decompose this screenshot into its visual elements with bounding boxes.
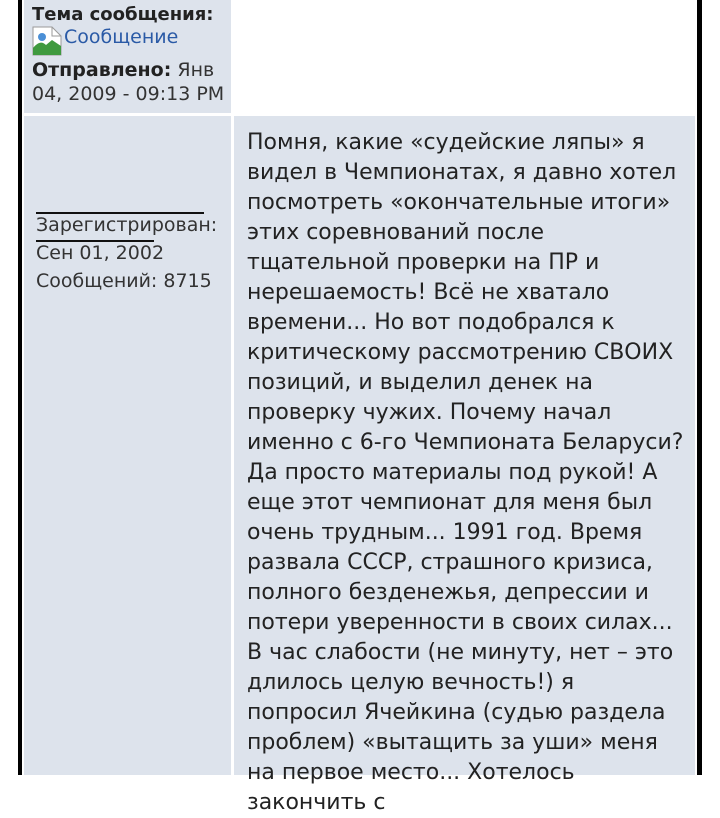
posts-count: 8715: [163, 270, 212, 292]
post-table: [22, 0, 697, 815]
post-body-cell: [234, 116, 695, 815]
sent-date: Янв 04, 2009 - 09:13 PM: [32, 59, 225, 105]
subject-link[interactable]: Сообщение: [64, 26, 179, 48]
registered-date: Сен 01, 2002: [36, 242, 165, 264]
posts-label: Сообщений:: [36, 270, 158, 292]
subject-row: [32, 26, 227, 58]
subject-label: Тема сообщения:: [32, 4, 214, 25]
post-table-frame: [18, 0, 702, 815]
sent-label: Отправлено:: [32, 59, 172, 81]
sent-info: [32, 58, 232, 106]
post-header-meta: [24, 0, 231, 113]
broken-image-icon: [32, 26, 62, 56]
post-message-text: Помня, какие «судейские ляпы» я видел в Чемпионатах, я давно хотел посмотреть «окончательные итоги» этих соревнований после тщательной проверки на ПР и нерешаемость! Всё не хватало времени... Но вот подобрался к критическому рассмотрению СВОИХ позиций, и выделил денек на проверку чужих. Почему начал именно с 6-го Чемпионата Беларуси? Да просто материалы под рукой! А еще этот чемпионат для меня был очень трудным... 1991 год. Время развала СССР, страшного кризиса, полного безденежья, депрессии и потери уверенности в своих силах... В час слабости (не минуту, нет – это длилось целую вечность!) я попросил Ячейкина (судью раздела проблем) «вытащить за уши» меня на первое место... Хотелось закончить с: [247, 130, 684, 815]
post-header-empty: [234, 0, 695, 113]
author-profile: [24, 116, 231, 775]
posts-count-line: [36, 270, 212, 292]
registered-label: Зарегистрирован:: [36, 214, 218, 236]
